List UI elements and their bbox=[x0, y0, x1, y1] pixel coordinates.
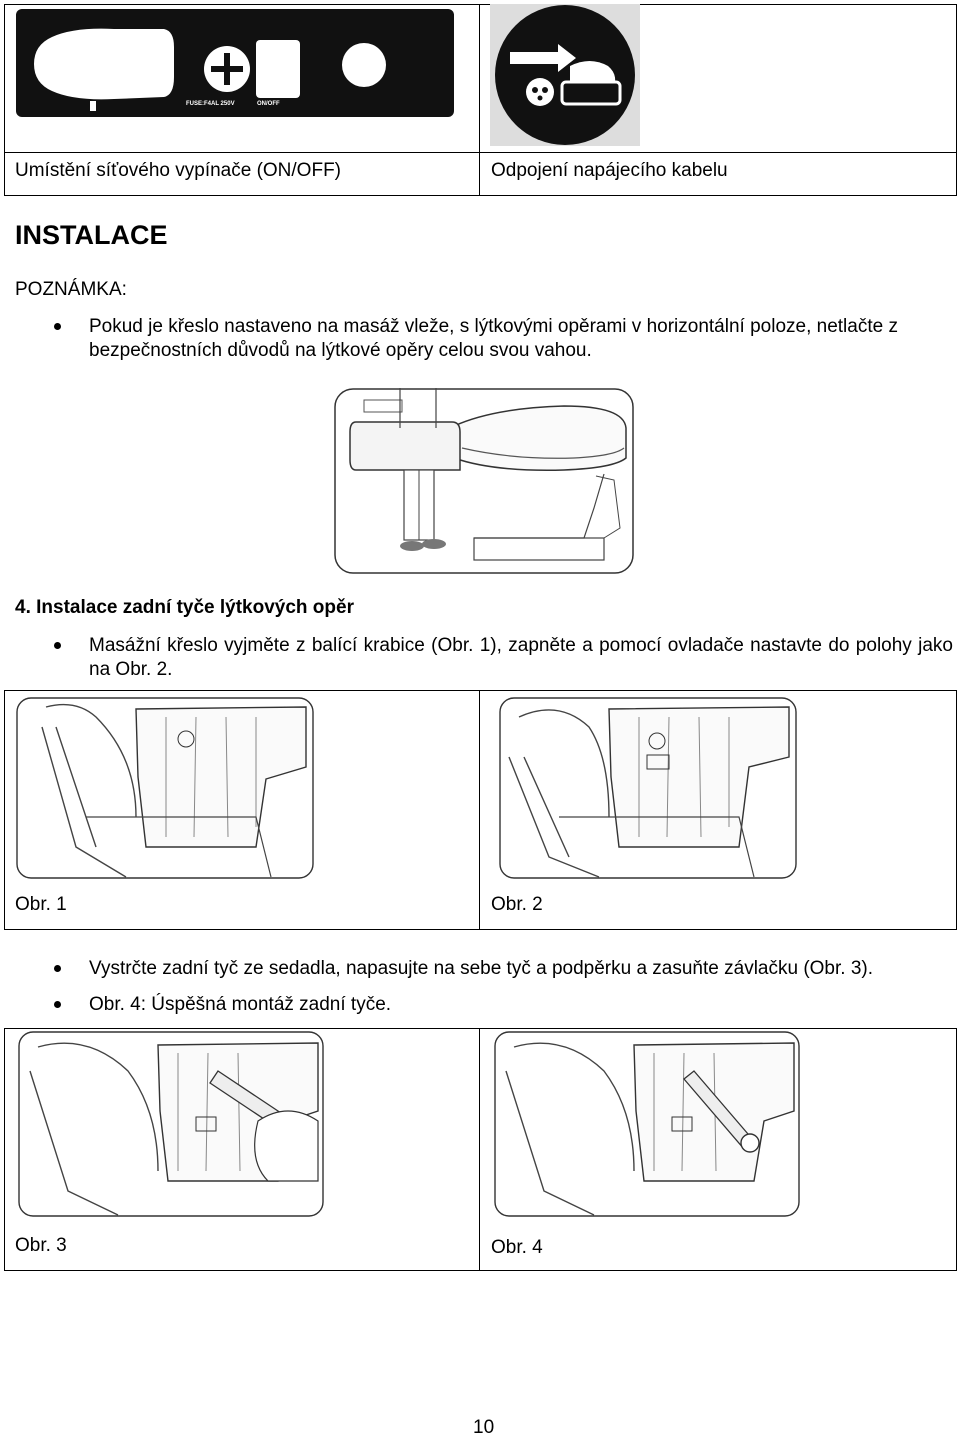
figure-3-illustration bbox=[18, 1031, 324, 1217]
power-switch-caption: Umístění síťového vypínače (ON/OFF) bbox=[15, 160, 341, 181]
note-bullet-text: Pokud je křeslo nastaveno na masáž vleže, s lýtkovými opěrami v horizontální poloze, netlačte z bezpečnostních důvodů na lýtkové opěry celou svou vahou. bbox=[89, 316, 898, 361]
onoff-label: ON/OFF bbox=[257, 101, 280, 107]
figures-3-4-divider bbox=[479, 1028, 480, 1271]
note-label: POZNÁMKA: bbox=[15, 279, 127, 300]
figures-1-2-divider bbox=[479, 690, 480, 930]
leg-rest-illustration bbox=[334, 388, 634, 574]
bullet-dot bbox=[54, 965, 61, 972]
top-table-divider bbox=[479, 4, 480, 196]
installation-heading: INSTALACE bbox=[15, 220, 168, 250]
section-4-title: 4. Instalace zadní tyče lýtkových opěr bbox=[15, 597, 354, 618]
bullet-dot bbox=[54, 1001, 61, 1008]
top-table-row-divider bbox=[4, 152, 957, 153]
fuse-label: FUSE:F4AL 250V bbox=[186, 101, 235, 107]
section-4-bullet-3: Obr. 4: Úspěšná montáž zadní tyče. bbox=[89, 994, 392, 1015]
figure-2-caption: Obr. 2 bbox=[491, 894, 543, 915]
figure-3-caption: Obr. 3 bbox=[15, 1235, 67, 1256]
figure-1-illustration bbox=[16, 697, 314, 879]
unplug-cable-icon bbox=[490, 4, 640, 146]
bullet-dot bbox=[54, 642, 61, 649]
section-4-bullet-1: Masážní křeslo vyjměte z balící krabice (Obr. 1), zapněte a pomocí ovladače nastavte do polohy jako na Obr. 2. bbox=[89, 635, 953, 680]
section-4-bullet-2: Vystrčte zadní tyč ze sedadla, napasujte na sebe tyč a podpěrku a zasuňte závlačku (Obr. 3). bbox=[89, 958, 874, 979]
figure-2-illustration bbox=[499, 697, 797, 879]
figure-4-caption: Obr. 4 bbox=[491, 1237, 543, 1258]
power-switch-panel-illustration bbox=[14, 7, 456, 119]
figure-1-caption: Obr. 1 bbox=[15, 894, 67, 915]
figure-4-illustration bbox=[494, 1031, 800, 1217]
unplug-cable-caption: Odpojení napájecího kabelu bbox=[491, 160, 728, 181]
bullet-dot bbox=[54, 323, 61, 330]
page-number: 10 bbox=[473, 1417, 495, 1438]
